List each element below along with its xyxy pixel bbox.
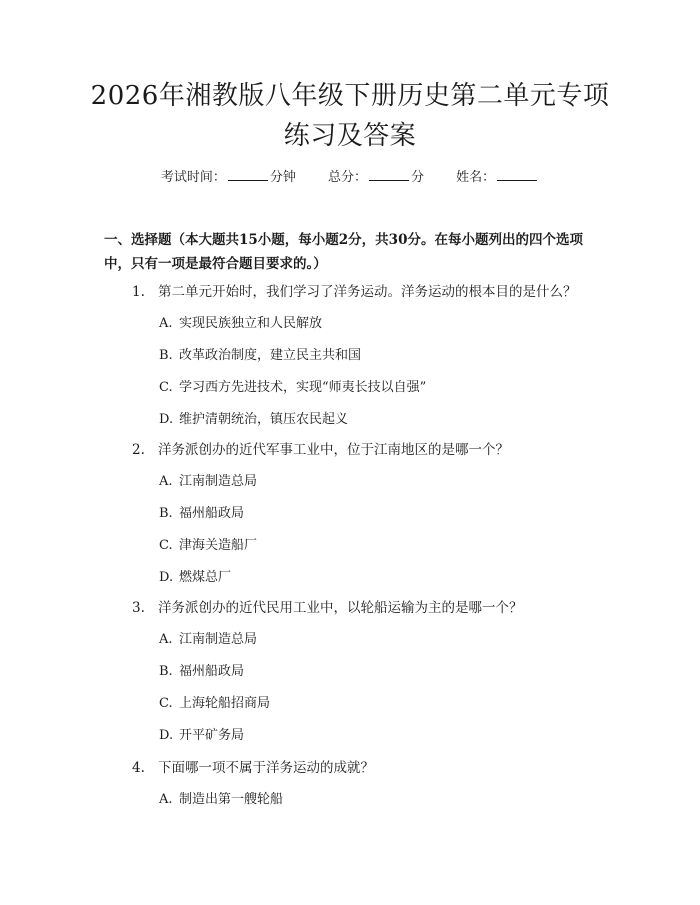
score-blank <box>369 168 409 181</box>
score-label: 总分： <box>327 170 367 185</box>
question-4-option-a <box>159 790 610 810</box>
question-number: 2. <box>132 442 145 458</box>
question-2 <box>132 440 610 460</box>
question-text: 洋务派创办的近代民用工业中，以轮船运输为主的是哪一个？ <box>158 600 523 616</box>
name-field <box>456 170 539 185</box>
name-label: 姓名： <box>456 170 496 185</box>
question-3-option-d <box>159 726 610 746</box>
question-1-option-c <box>159 378 610 398</box>
option-text: 改革政治制度，建立民主共和国 <box>179 348 362 363</box>
option-letter: A. <box>159 792 173 807</box>
question-number: 4. <box>132 760 145 776</box>
question-2-option-d <box>159 568 610 588</box>
title-line-1: 2026年湘教版八年级下册历史第二单元专项 <box>90 81 610 111</box>
option-letter: B. <box>159 348 173 363</box>
option-text: 上海轮船招商局 <box>179 696 271 711</box>
option-letter: B. <box>159 664 173 679</box>
question-1-option-d <box>159 410 610 430</box>
question-number: 3. <box>132 600 145 616</box>
question-3-option-a <box>159 630 610 650</box>
option-text: 燃煤总厂 <box>179 570 232 585</box>
option-letter: B. <box>159 506 173 521</box>
question-1 <box>132 282 610 302</box>
question-text: 下面哪一项不属于洋务运动的成就？ <box>158 760 374 776</box>
title-line-2: 练习及答案 <box>283 121 417 151</box>
option-text: 实现民族独立和人民解放 <box>179 316 323 331</box>
score-field <box>328 170 428 185</box>
name-blank <box>497 168 537 181</box>
option-letter: A. <box>159 474 173 489</box>
score-unit: 分 <box>411 170 425 185</box>
question-1-option-a <box>159 314 610 334</box>
option-text: 维护清朝统治，镇压农民起义 <box>179 412 349 427</box>
question-2-option-c <box>159 536 610 556</box>
option-letter: C. <box>159 696 173 711</box>
time-label: 考试时间： <box>160 170 226 185</box>
question-1-option-b <box>159 346 610 366</box>
question-3-option-b <box>159 662 610 682</box>
option-text: 江南制造总局 <box>179 474 258 489</box>
section-heading: 一、选择题（本大题共15小题，每小题2分，共30分。在每小题列出的四个选项中，只有一项是最符合题目要求的。） <box>104 232 583 272</box>
option-text: 学习西方先进技术，实现“师夷长技以自强” <box>179 380 427 395</box>
option-text: 福州船政局 <box>179 506 245 521</box>
option-text: 江南制造总局 <box>179 632 258 647</box>
option-letter: C. <box>159 538 173 553</box>
option-letter: D. <box>159 728 174 743</box>
option-letter: D. <box>159 412 174 427</box>
exam-meta <box>0 168 700 187</box>
question-number: 1. <box>132 284 145 300</box>
option-letter: C. <box>159 380 173 395</box>
option-text: 福州船政局 <box>179 664 245 679</box>
question-2-option-a <box>159 472 610 492</box>
option-letter: D. <box>159 570 174 585</box>
option-letter: A. <box>159 632 173 647</box>
question-text: 洋务派创办的近代军事工业中，位于江南地区的是哪一个？ <box>158 442 509 458</box>
question-4 <box>132 758 610 778</box>
option-letter: A. <box>159 316 173 331</box>
option-text: 制造出第一艘轮船 <box>179 792 284 807</box>
document-title <box>60 76 640 156</box>
time-field <box>161 170 300 185</box>
option-text: 津海关造船厂 <box>179 538 258 553</box>
question-text: 第二单元开始时，我们学习了洋务运动。洋务运动的根本目的是什么？ <box>158 284 577 300</box>
option-text: 开平矿务局 <box>179 728 245 743</box>
question-3-option-c <box>159 694 610 714</box>
question-2-option-b <box>159 504 610 524</box>
time-blank <box>228 168 268 181</box>
question-3 <box>132 598 610 618</box>
time-unit: 分钟 <box>269 170 296 185</box>
